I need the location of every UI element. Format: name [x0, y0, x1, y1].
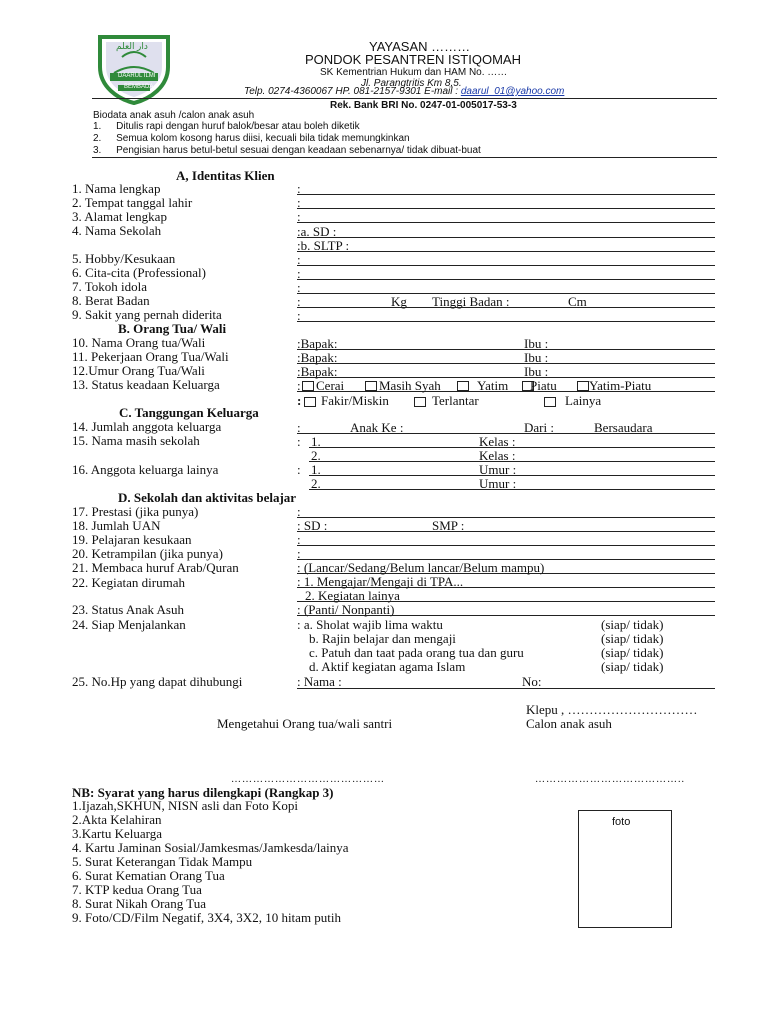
- intro-rule-1: [93, 121, 360, 132]
- rule-text: Semua kolom kosong harus diisi, kecuali bila tidak memungkinkan: [116, 133, 410, 144]
- field-sekolah-sd[interactable]: [297, 237, 715, 238]
- intro-rule-2: [93, 133, 410, 144]
- header-divider: [92, 98, 717, 99]
- logo-arabic: دار العلم: [116, 41, 148, 51]
- nb-item: 7. KTP kedua Orang Tua: [72, 882, 202, 897]
- sekolah-row-2: 2.: [311, 448, 321, 463]
- label-siap: 24. Siap Menjalankan: [72, 617, 186, 632]
- rule-number: 1.: [93, 121, 102, 132]
- label-ketrampilan: 20. Ketrampilan (jika punya): [72, 546, 223, 561]
- field-anggota-2[interactable]: [309, 489, 715, 490]
- rule-text: Pengisian harus betul-betul sesuai dengan keadaan sebenarnya/ tidak dibuat-buat: [116, 145, 481, 156]
- umur-label: Umur :: [479, 462, 517, 477]
- label-anggota-lain: 16. Anggota keluarga lainya: [72, 462, 219, 477]
- siap-item-c: c. Patuh dan taat pada orang tua dan guru: [309, 645, 524, 660]
- status-yatim-piatu: Yatim-Piatu: [589, 378, 652, 393]
- status-masih-syah: Masih Syah: [379, 378, 441, 393]
- field-prestasi[interactable]: [297, 517, 715, 518]
- siap-option[interactable]: (siap/ tidak): [601, 631, 664, 646]
- nohp-nama-label: : Nama :: [297, 674, 342, 689]
- nb-item: 2.Akta Kelahiran: [72, 812, 162, 827]
- checkbox-masih-syah[interactable]: [365, 381, 377, 391]
- field-cita-cita[interactable]: [297, 279, 715, 280]
- label-membaca: 21. Membaca huruf Arab/Quran: [72, 560, 239, 575]
- intro-rule-3: [93, 145, 481, 156]
- uan-smp-label: SMP :: [432, 518, 465, 533]
- status-cerai: Cerai: [316, 378, 345, 393]
- sekolah-sd-label: :a. SD :: [297, 224, 337, 239]
- sekolah-row-1: 1.: [311, 434, 321, 449]
- status-anak-options: : (Panti/ Nonpanti): [297, 602, 395, 617]
- label-sekolah: 4. Nama Sekolah: [72, 223, 162, 238]
- checkbox-fakir[interactable]: [304, 397, 316, 407]
- address: Jl. Parangtritis Km 8,5.: [361, 78, 462, 89]
- colon: :: [297, 252, 301, 267]
- colon: :: [297, 434, 301, 449]
- ibu-label: Ibu :: [524, 336, 549, 351]
- signature-left-label: Mengetahui Orang tua/wali santri: [217, 716, 393, 731]
- field-ttl[interactable]: [297, 208, 715, 209]
- signature-left-line[interactable]: ……………………………………: [231, 774, 385, 785]
- bapak-label: :Bapak:: [297, 364, 338, 379]
- field-sakit[interactable]: [297, 321, 715, 322]
- membaca-options: : (Lancar/Sedang/Belum lancar/Belum mampu): [297, 560, 545, 575]
- uan-sd-label: : SD :: [297, 518, 328, 533]
- dari-label: Dari :: [524, 420, 554, 435]
- colon: :: [297, 546, 301, 561]
- checkbox-lainya[interactable]: [544, 397, 556, 407]
- colon: :: [297, 532, 301, 547]
- nb-item: 3.Kartu Keluarga: [72, 826, 163, 841]
- nb-item: 1.Ijazah,SKHUN, NISN asli dan Foto Kopi: [72, 798, 299, 813]
- nb-item: 8. Surat Nikah Orang Tua: [72, 896, 206, 911]
- nb-item: 9. Foto/CD/Film Negatif, 3X4, 3X2, 10 hitam putih: [72, 910, 342, 925]
- colon: :: [297, 266, 301, 281]
- siap-item-a: : a. Sholat wajib lima waktu: [297, 617, 443, 632]
- label-ttl: 2. Tempat tanggal lahir: [72, 195, 193, 210]
- label-prestasi: 17. Prestasi (jika punya): [72, 504, 199, 519]
- logo-banner-bottom: BEMBADA: [124, 84, 154, 90]
- siap-item-b: b. Rajin belajar dan mengaji: [309, 631, 456, 646]
- ibu-label: Ibu :: [524, 350, 549, 365]
- anak-ke-label: Anak Ke :: [350, 420, 404, 435]
- kegiatan-1: : 1. Mengajar/Mengaji di TPA...: [297, 574, 464, 589]
- label-pekerjaan-ortu: 11. Pekerjaan Orang Tua/Wali: [72, 349, 229, 364]
- field-nama-ortu[interactable]: [297, 349, 715, 350]
- rule-text: Ditulis rapi dengan huruf balok/besar atau boleh diketik: [116, 121, 360, 132]
- checkbox-yatim[interactable]: [457, 381, 469, 391]
- field-uan[interactable]: [297, 531, 715, 532]
- nb-item: 6. Surat Kematian Orang Tua: [72, 868, 225, 883]
- colon: :: [297, 195, 301, 210]
- rule-number: 2.: [93, 133, 102, 144]
- section-b-title: B. Orang Tua/ Wali: [118, 321, 227, 336]
- label-pelajaran: 19. Pelajaran kesukaan: [72, 532, 192, 547]
- field-pekerjaan-ortu[interactable]: [297, 363, 715, 364]
- signature-place: Klepu , …………………………: [526, 702, 698, 717]
- email-link[interactable]: daarul_01@yahoo.com: [460, 86, 565, 97]
- checkbox-yatim-piatu[interactable]: [577, 381, 589, 391]
- label-nama-ortu: 10. Nama Orang tua/Wali: [72, 335, 206, 350]
- kegiatan-2: 2. Kegiatan lainya: [305, 588, 400, 603]
- anggota-row-1: 1.: [311, 462, 321, 477]
- label-alamat: 3. Alamat lengkap: [72, 209, 167, 224]
- rule-number: 3.: [93, 145, 102, 156]
- section-d-title: D. Sekolah dan aktivitas belajar: [118, 490, 297, 505]
- intro-divider: [92, 157, 717, 158]
- kelas-label: Kelas :: [479, 434, 516, 449]
- yayasan-title: YAYASAN ………: [369, 39, 471, 54]
- nb-item: 4. Kartu Jaminan Sosial/Jamkesmas/Jamkesda/lainya: [72, 840, 349, 855]
- contact-line: [244, 86, 564, 97]
- bapak-label: :Bapak:: [297, 336, 338, 351]
- colon: :: [297, 280, 301, 295]
- berat-unit: Kg: [391, 294, 407, 309]
- colon: :: [297, 308, 301, 323]
- label-hobby: 5. Hobby/Kesukaan: [72, 251, 176, 266]
- colon: :: [297, 181, 301, 196]
- checkbox-terlantar[interactable]: [414, 397, 426, 407]
- label-tokoh: 7. Tokoh idola: [72, 279, 148, 294]
- colon: :: [297, 378, 301, 393]
- field-nohp[interactable]: [297, 688, 715, 689]
- status-fakir: Fakir/Miskin: [321, 393, 389, 408]
- pesantren-title: PONDOK PESANTREN ISTIQOMAH: [305, 52, 521, 67]
- kelas-label: Kelas :: [479, 448, 516, 463]
- siap-option[interactable]: (siap/ tidak): [601, 617, 664, 632]
- field-status-anak[interactable]: [297, 615, 715, 616]
- label-umur-ortu: 12.Umur Orang Tua/Wali: [72, 363, 205, 378]
- anggota-row-2: 2.: [311, 476, 321, 491]
- field-alamat[interactable]: [297, 222, 715, 223]
- siap-option[interactable]: (siap/ tidak): [601, 645, 664, 660]
- section-a-title: A, Identitas Klien: [176, 168, 275, 183]
- label-nama-lengkap: 1. Nama lengkap: [72, 181, 161, 196]
- nb-item: 5. Surat Keterangan Tidak Mampu: [72, 854, 253, 869]
- colon: :: [297, 504, 301, 519]
- colon: :: [297, 462, 301, 477]
- status-underline: [297, 391, 715, 392]
- status-piatu: Piatu: [530, 378, 557, 393]
- tinggi-label: Tinggi Badan :: [432, 294, 510, 309]
- label-masih-sekolah: 15. Nama masih sekolah: [72, 433, 200, 448]
- colon: :: [297, 209, 301, 224]
- label-jumlah-anggota: 14. Jumlah anggota keluarga: [72, 419, 222, 434]
- siap-option[interactable]: (siap/ tidak): [601, 659, 664, 674]
- intro-title: Biodata anak asuh /calon anak asuh: [93, 110, 255, 121]
- colon: :: [297, 294, 301, 309]
- bapak-label: :Bapak:: [297, 350, 338, 365]
- field-berat-tinggi[interactable]: [297, 307, 715, 308]
- field-pelajaran[interactable]: [297, 545, 715, 546]
- section-c-title: C. Tanggungan Keluarga: [119, 405, 259, 420]
- label-uan: 18. Jumlah UAN: [72, 518, 161, 533]
- label-nohp: 25. No.Hp yang dapat dihubungi: [72, 674, 243, 689]
- label-berat: 8. Berat Badan: [72, 293, 150, 308]
- signature-right-label: Calon anak asuh: [526, 716, 612, 731]
- ibu-label: Ibu :: [524, 364, 549, 379]
- field-sekolah-sltp[interactable]: [297, 251, 715, 252]
- colon: :: [297, 420, 301, 435]
- checkbox-cerai[interactable]: [302, 381, 314, 391]
- status-yatim: Yatim: [477, 378, 509, 393]
- field-nama-lengkap[interactable]: [297, 194, 715, 195]
- tinggi-unit: Cm: [568, 294, 587, 309]
- label-cita-cita: 6. Cita-cita (Professional): [72, 265, 206, 280]
- contact-telp: Telp. 0274-4360067 HP. 081-2157-9301 E-mail :: [244, 86, 461, 97]
- label-status-anak: 23. Status Anak Asuh: [72, 602, 184, 617]
- label-kegiatan: 22. Kegiatan dirumah: [72, 575, 185, 590]
- field-hobby[interactable]: [297, 265, 715, 266]
- siap-item-d: d. Aktif kegiatan agama Islam: [309, 659, 466, 674]
- nb-title: NB: Syarat yang harus dilengkapi (Rangkap 3): [72, 785, 334, 800]
- label-sakit: 9. Sakit yang pernah diderita: [72, 307, 222, 322]
- sekolah-sltp-label: :b. SLTP :: [297, 238, 350, 253]
- sk-number: SK Kementrian Hukum dan HAM No. ……: [320, 67, 508, 78]
- nohp-no-label: No:: [522, 674, 542, 689]
- umur-label: Umur :: [479, 476, 517, 491]
- label-status-keluarga: 13. Status keadaan Keluarga: [72, 377, 220, 392]
- logo-banner-top: DAARUL ILMI: [118, 73, 156, 79]
- colon: :: [297, 393, 302, 408]
- signature-right-line[interactable]: …………………………………..: [535, 774, 685, 785]
- photo-label: foto: [612, 816, 631, 828]
- status-terlantar: Terlantar: [432, 393, 479, 408]
- bersaudara-label: Bersaudara: [594, 420, 653, 435]
- status-lainya: Lainya: [565, 393, 602, 408]
- bank-account: Rek. Bank BRI No. 0247-01-005017-53-3: [330, 100, 517, 111]
